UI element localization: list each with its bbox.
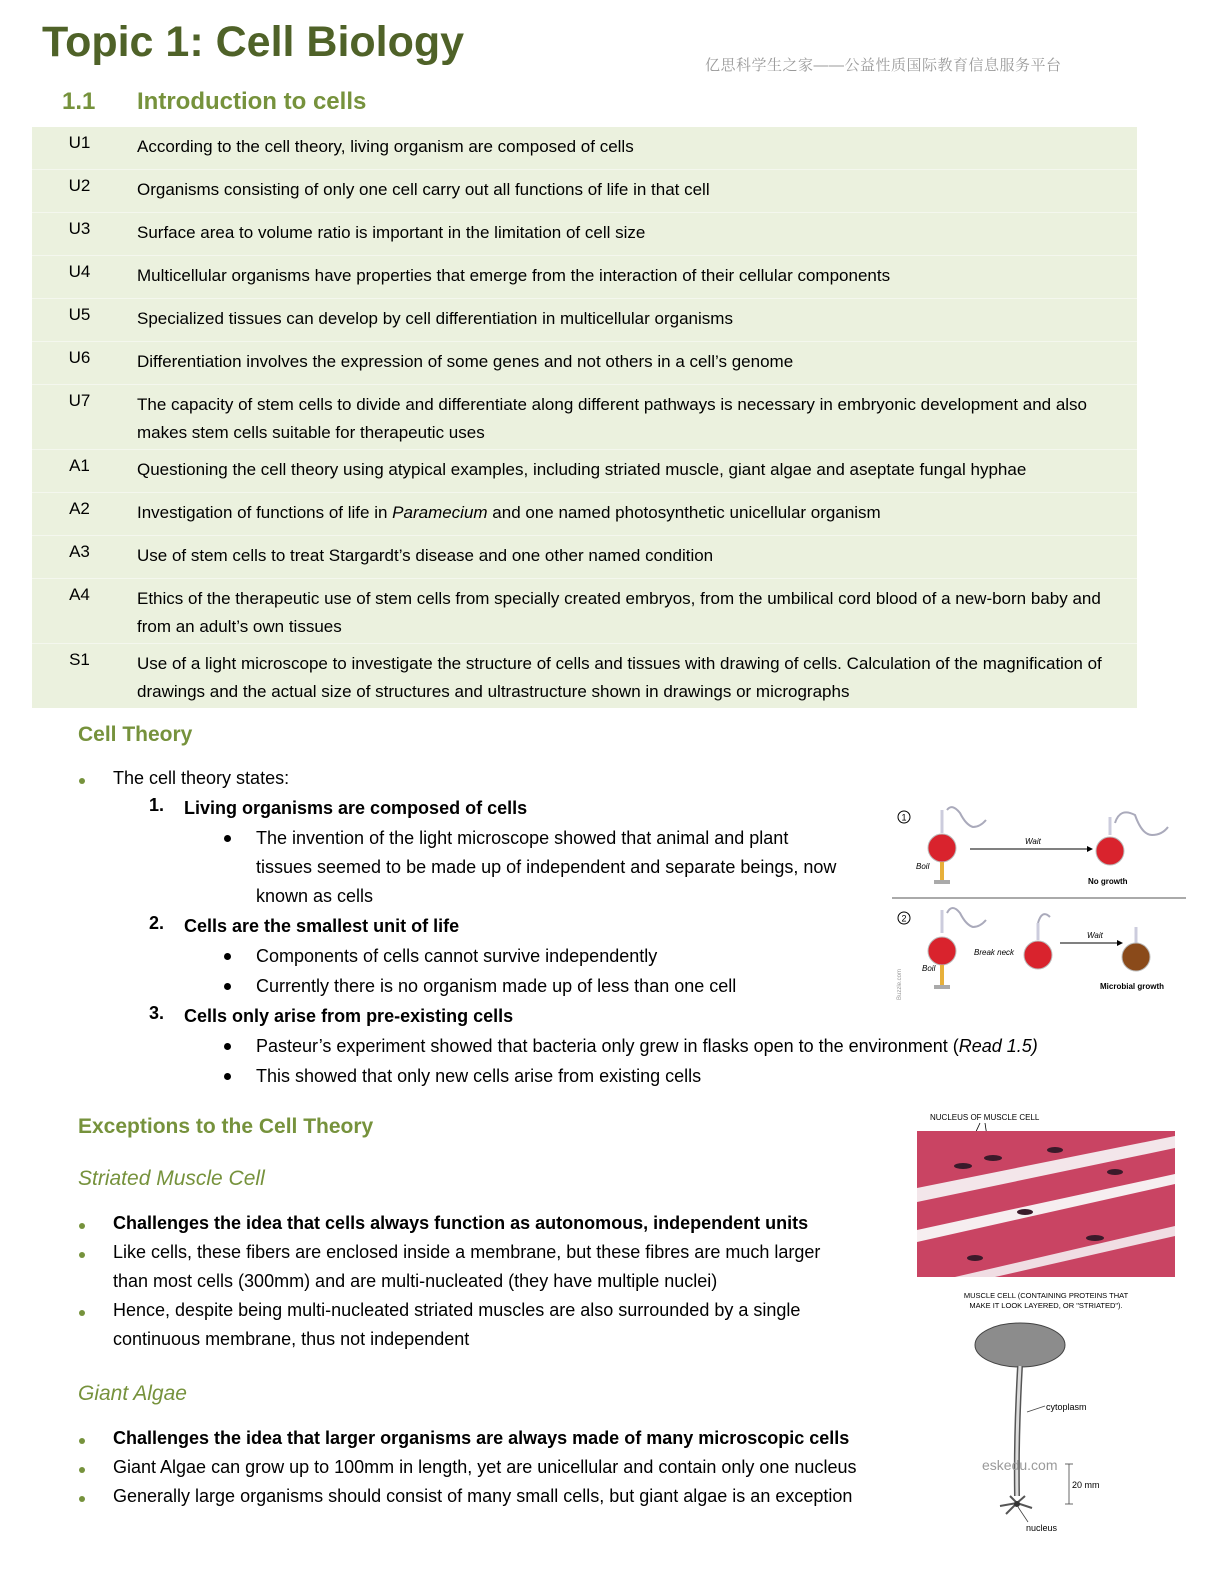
nucleus-icon bbox=[1086, 1235, 1104, 1241]
boil-label: Boil bbox=[922, 964, 936, 973]
paramecium-term: Paramecium bbox=[392, 503, 488, 522]
table-row bbox=[32, 299, 1137, 342]
muscle-subheading: Striated Muscle Cell bbox=[78, 1167, 265, 1190]
flask-broth-icon bbox=[1024, 941, 1052, 969]
row-text: Ethics of the therapeutic use of stem cells from specially created embryos, from the umbilical cord blood of a new-born baby and from an adult’s own tissues bbox=[137, 589, 1101, 636]
broken-neck-icon bbox=[1038, 914, 1050, 923]
muscle-bullet-2-line-2: than most cells (300mm) and are multi-nucleated (they have multiple nuclei) bbox=[113, 1271, 718, 1291]
sub-point-line bbox=[256, 1032, 1038, 1061]
site-watermark: eskedu.com bbox=[982, 1457, 1058, 1473]
row-text: Organisms consisting of only one cell carry out all functions of life in that cell bbox=[137, 180, 710, 199]
giant-algae-figure bbox=[970, 1318, 1120, 1540]
step-1-number: 1 bbox=[901, 812, 907, 823]
nucleus-icon bbox=[1047, 1147, 1063, 1153]
point-number: 2. bbox=[149, 913, 165, 933]
nucleus-icon bbox=[967, 1255, 983, 1261]
cytoplasm-label: cytoplasm bbox=[1046, 1402, 1087, 1412]
nucleus-label: nucleus bbox=[1026, 1523, 1058, 1533]
bullet-icon bbox=[224, 1073, 231, 1080]
table-row bbox=[32, 342, 1137, 385]
point-title: Cells are the smallest unit of life bbox=[184, 916, 460, 936]
table-row bbox=[32, 644, 1137, 708]
row-code: U1 bbox=[68, 133, 91, 152]
row-text: Use of stem cells to treat Stargardt’s disease and one other named condition bbox=[137, 546, 714, 565]
striated-muscle-figure bbox=[915, 1108, 1177, 1314]
no-growth-label: No growth bbox=[1088, 877, 1128, 886]
row-code: U6 bbox=[68, 348, 91, 367]
row-code: U7 bbox=[68, 391, 91, 410]
muscle-bottom-label-2: MAKE IT LOOK LAYERED, OR "STRIATED"). bbox=[969, 1301, 1123, 1310]
table-row bbox=[32, 493, 1137, 536]
sub-point-line: The invention of the light microscope showed that animal and plant bbox=[256, 828, 789, 848]
step-2-number: 2 bbox=[901, 913, 907, 924]
row-text-start: Investigation of functions of life in bbox=[137, 503, 393, 522]
row-text: Multicellular organisms have properties that emerge from the interaction of their cellular components bbox=[137, 266, 891, 285]
muscle-top-label: NUCLEUS OF MUSCLE CELL bbox=[930, 1113, 1040, 1122]
bullet-icon bbox=[224, 953, 231, 960]
nucleus-icon bbox=[954, 1163, 972, 1169]
row-code: A2 bbox=[69, 499, 90, 518]
row-text: Differentiation involves the expression of some genes and not others in a cell’s genome bbox=[137, 352, 794, 371]
section-title: Introduction to cells bbox=[137, 88, 367, 115]
row-code: U2 bbox=[68, 176, 91, 195]
swan-neck-icon bbox=[947, 807, 986, 827]
watermark-text: 亿思科学生之家——公益性质国际教育信息服务平台 bbox=[705, 57, 1062, 74]
row-text: Surface area to volume ratio is important in the limitation of cell size bbox=[137, 223, 646, 242]
bullet-icon bbox=[79, 778, 85, 784]
section-number: 1.1 bbox=[62, 88, 96, 115]
row-text: The capacity of stem cells to divide and differentiate along different pathways is necessary in embryonic development and also makes stem cells suitable for therapeutic uses bbox=[137, 395, 1088, 442]
table-row bbox=[32, 536, 1137, 579]
row-text: According to the cell theory, living organism are composed of cells bbox=[137, 137, 634, 156]
point-title: Cells only arise from pre-existing cells bbox=[184, 1006, 514, 1026]
algae-bullet-1: Challenges the idea that larger organisms are always made of many microscopic cells bbox=[113, 1428, 850, 1448]
muscle-bullet-3-line-1: Hence, despite being multi-nucleated striated muscles are also surrounded by a single bbox=[113, 1300, 801, 1320]
arrow-head-icon bbox=[1117, 940, 1123, 946]
flask-broth-icon bbox=[1096, 837, 1124, 865]
bullet-icon bbox=[79, 1310, 85, 1316]
arrow-head-icon bbox=[1087, 846, 1093, 852]
nucleus-icon bbox=[984, 1155, 1002, 1161]
bullet-icon bbox=[79, 1467, 85, 1473]
flask-broth-icon bbox=[928, 834, 956, 862]
table-row bbox=[32, 579, 1137, 644]
sub-point-line: known as cells bbox=[256, 886, 374, 906]
label-pointer bbox=[1027, 1406, 1045, 1412]
row-text: Specialized tissues can develop by cell differentiation in multicellular organisms bbox=[137, 309, 733, 328]
swan-neck-icon bbox=[1115, 812, 1168, 835]
point-number: 1. bbox=[149, 795, 165, 815]
exceptions-heading: Exceptions to the Cell Theory bbox=[78, 1115, 374, 1138]
row-text bbox=[127, 493, 1137, 535]
bullet-icon bbox=[79, 1496, 85, 1502]
table-row bbox=[32, 256, 1137, 299]
row-code: U4 bbox=[68, 262, 91, 281]
muscle-bullet-1: Challenges the idea that cells always function as autonomous, independent units bbox=[113, 1213, 809, 1233]
row-code: U5 bbox=[68, 305, 91, 324]
microbial-growth-label: Microbial growth bbox=[1100, 982, 1164, 991]
flask-broth-icon bbox=[928, 937, 956, 965]
sub-point-line: This showed that only new cells arise from existing cells bbox=[256, 1066, 702, 1086]
table-row bbox=[32, 170, 1137, 213]
algae-nucleus-icon bbox=[1014, 1501, 1020, 1507]
sub-point-line: Currently there is no organism made up of less than one cell bbox=[256, 976, 737, 996]
table-row bbox=[32, 213, 1137, 256]
table-row bbox=[32, 385, 1137, 450]
burner-icon bbox=[934, 985, 950, 989]
row-code: S1 bbox=[69, 650, 90, 669]
row-text: Questioning the cell theory using atypical examples, including striated muscle, giant algae and aseptate fungal hyphae bbox=[137, 460, 1027, 479]
label-pointer bbox=[1018, 1507, 1028, 1522]
bullet-icon bbox=[79, 1223, 85, 1229]
row-code: A4 bbox=[69, 585, 90, 604]
muscle-bottom-label-1: MUSCLE CELL (CONTAINING PROTEINS THAT bbox=[963, 1291, 1129, 1300]
algae-bullet-3: Generally large organisms should consist of many small cells, but giant algae is an exception bbox=[113, 1486, 853, 1506]
syllabus-table bbox=[32, 127, 1137, 708]
break-neck-label: Break neck bbox=[974, 948, 1015, 957]
pasteur-experiment-figure bbox=[890, 805, 1190, 1005]
bullet-icon bbox=[79, 1438, 85, 1444]
wait-label: Wait bbox=[1087, 931, 1103, 940]
boil-label: Boil bbox=[916, 862, 930, 871]
bullet-icon bbox=[79, 1252, 85, 1258]
burner-icon bbox=[934, 880, 950, 884]
reference-note: Read 1.5) bbox=[958, 1036, 1038, 1056]
bullet-icon bbox=[224, 983, 231, 990]
image-credit: Buzzle.com bbox=[897, 968, 903, 1000]
nucleus-icon bbox=[1017, 1209, 1033, 1215]
row-code: A3 bbox=[69, 542, 90, 561]
algae-cap-icon bbox=[975, 1323, 1065, 1367]
row-code: U3 bbox=[68, 219, 91, 238]
point-number: 3. bbox=[149, 1003, 165, 1023]
cell-theory-intro: The cell theory states: bbox=[113, 768, 290, 788]
scale-label: 20 mm bbox=[1072, 1480, 1100, 1490]
muscle-bullet-3-line-2: continuous membrane, thus not independent bbox=[113, 1329, 470, 1349]
flame-icon bbox=[940, 862, 944, 880]
sub-point-line: Components of cells cannot survive independently bbox=[256, 946, 658, 966]
algae-subheading: Giant Algae bbox=[78, 1382, 187, 1405]
row-text-end: and one named photosynthetic unicellular organism bbox=[487, 503, 881, 522]
page-title: Topic 1: Cell Biology bbox=[42, 18, 465, 66]
bullet-icon bbox=[224, 1043, 231, 1050]
flame-icon bbox=[940, 965, 944, 985]
row-code: A1 bbox=[69, 456, 90, 475]
sub-point-text: Pasteur’s experiment showed that bacteria only grew in flasks open to the environment ( bbox=[256, 1036, 959, 1056]
swan-neck-icon bbox=[947, 908, 986, 927]
muscle-bullet-2-line-1: Like cells, these fibers are enclosed inside a membrane, but these fibres are much larger bbox=[113, 1242, 821, 1262]
sub-point-line: tissues seemed to be made up of independent and separate beings, now bbox=[256, 857, 837, 877]
point-title: Living organisms are composed of cells bbox=[184, 798, 528, 818]
table-row bbox=[32, 450, 1137, 493]
flask-microbes-icon bbox=[1122, 943, 1150, 971]
algae-bullet-2: Giant Algae can grow up to 100mm in length, yet are unicellular and contain only one nucleus bbox=[113, 1457, 857, 1477]
cell-theory-heading: Cell Theory bbox=[78, 723, 193, 746]
nucleus-icon bbox=[1107, 1169, 1123, 1175]
table-row bbox=[32, 127, 1137, 170]
row-text: Use of a light microscope to investigate the structure of cells and tissues with drawing of cells. Calculation of the magnification of drawings and the actual size of structures and ultrastructure shown in drawings or micrographs bbox=[137, 654, 1102, 701]
wait-label: Wait bbox=[1025, 837, 1041, 846]
bullet-icon bbox=[224, 835, 231, 842]
